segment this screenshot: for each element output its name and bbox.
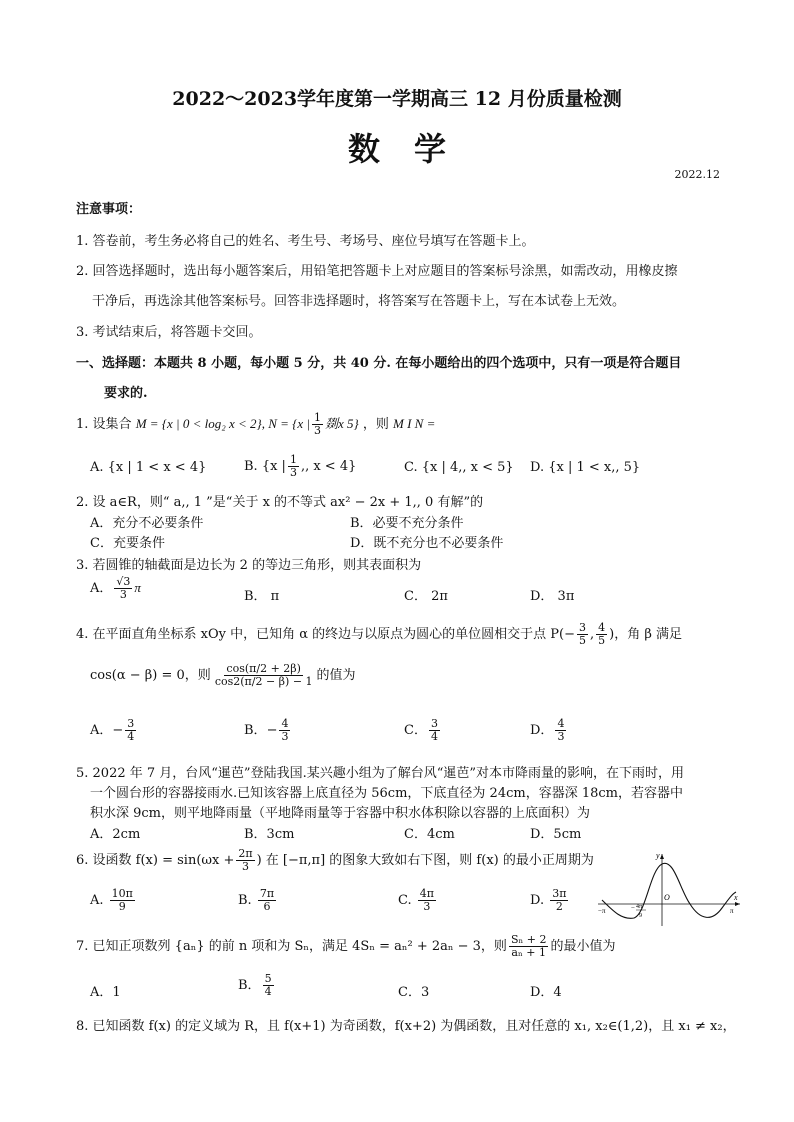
- question-4-stem: 4. 在平面直角坐标系 xOy 中，已知角 α 的终边与以原点为圆心的单位圆相交于点 P(− $\frac{3}{5}$ , $\frac{4}{5}$ )，角 β 满足: [76, 621, 683, 647]
- notice-item-2: 2. 回答选择题时，选出每小题答案后，用铅笔把答题卡上对应题目的答案标号涂黑，如需改动，用橡皮擦: [76, 264, 678, 279]
- q6-option-a: A. $\frac{10\pi}{9}$: [90, 887, 133, 913]
- question-5-line-1: 5. 2022 年 7 月，台风“暹芭”登陆我国.某兴趣小组为了解台风“暹芭”对本市降雨量的影响，在下雨时，用: [76, 766, 685, 781]
- sine-curve: [602, 863, 736, 918]
- q4-option-d: D． $\frac{4}{3}$: [530, 717, 565, 743]
- graph-mark-sign: −: [631, 904, 635, 912]
- notice-item-2-cont: 干净后，再选涂其他答案标号。回答非选择题时，将答案写在答题卡上，写在本试卷上无效。: [92, 294, 626, 309]
- q4-option-b: B．− $\frac{4}{3}$: [244, 717, 289, 743]
- q1-option-c: C. {x | 4,, x < 5}: [404, 460, 514, 475]
- question-1-stem: [76, 412, 435, 437]
- q7-option-b: B． $\frac{5}{4}$: [238, 972, 272, 998]
- question-5-line-3: 积水深 9cm，则平地降雨量（平地降雨量等于容器中积水体积除以容器的上底面积）为: [90, 806, 591, 821]
- q1-intersection: M I N =: [393, 416, 436, 431]
- question-2-stem: 2. 设 a∈R，则“ a,, 1 ”是“关于 x 的不等式 ax² − 2x + 1,, 0 有解”的: [76, 495, 484, 510]
- q1-connector: ，则: [362, 417, 389, 432]
- q3-option-c: C． 2π: [404, 589, 448, 604]
- q1-option-b: B. {x | $\frac{1}{3}$ ,, x < 4}: [244, 453, 357, 479]
- q7-option-c: C．3: [398, 985, 430, 1000]
- graph-right-label: π: [730, 907, 734, 915]
- q1-prefix: 1. 设集合: [76, 417, 132, 432]
- graph-x-label: x: [734, 893, 738, 902]
- q1-fraction: $\frac{1}{3}$: [313, 411, 321, 437]
- graph-mark-den: 9: [639, 913, 642, 919]
- q3-option-d: D． 3π: [530, 589, 575, 604]
- section-heading: 一、选择题：本题共 8 小题，每小题 5 分，共 40 分. 在每小题给出的四个选项中，只有一项是符合题目: [76, 356, 682, 371]
- q3-option-b: B． π: [244, 589, 280, 604]
- notice-item-1: 1. 答卷前，考生务必将自己的姓名、考生号、考场号、座位号填写在答题卡上。: [76, 234, 535, 249]
- q5-option-a: A．2cm: [90, 827, 141, 842]
- q2-option-d: D．既不充分也不必要条件: [350, 536, 504, 551]
- question-5-line-2: 一个圆台形的容器接雨水.已知该容器上底直径为 56cm，下底直径为 24cm，容器深 18cm，若容器中: [90, 786, 683, 801]
- question-8-stem: 8. 已知函数 f(x) 的定义域为 R，且 f(x+1) 为奇函数，f(x+2) 为偶函数，且对任意的 x₁, x₂∈(1,2)，且 x₁ ≠ x₂，: [76, 1019, 736, 1034]
- y-arrow-icon: [660, 854, 664, 859]
- q6-option-b: B. $\frac{7\pi}{6}$: [238, 887, 275, 913]
- notice-heading: 注意事项：: [76, 202, 142, 217]
- q7-option-a: A．1: [90, 985, 121, 1000]
- q1-option-d: D. {x | 1 < x,, 5}: [530, 460, 641, 475]
- q7-option-d: D．4: [530, 985, 562, 1000]
- graph-mark-num: 4π: [636, 904, 643, 910]
- q1-set-m: M = {x | 0 < log₂ x < 2}, N = {x |: [135, 416, 310, 431]
- q2-option-a: A．充分不必要条件: [90, 516, 204, 531]
- x-arrow-icon: [735, 902, 740, 906]
- section-heading-cont: 要求的.: [104, 386, 148, 401]
- graph-origin-label: O: [664, 893, 670, 902]
- q6-option-d: D. $\frac{3\pi}{2}$: [530, 887, 567, 913]
- exam-title: 2022～2023学年度第一学期高三 12 月份质量检测: [172, 88, 622, 110]
- q6-sine-graph: [594, 850, 744, 930]
- q3-option-a: A． $\frac{√3}{3}$ π: [90, 575, 141, 601]
- q1-option-a: A. {x | 1 < x < 4}: [90, 460, 207, 475]
- question-6-stem: 6. 设函数 f(x) = sin(ωx + $\frac{2\pi}{3}$ ) 在 [−π,π] 的图象大致如右下图，则 f(x) 的最小正周期为: [76, 847, 594, 873]
- q1-set-n-tail: 剟x 5}: [324, 416, 359, 431]
- question-3-stem: 3. 若圆锥的轴截面是边长为 2 的等边三角形，则其表面积为: [76, 558, 422, 573]
- q5-option-d: D．5cm: [530, 827, 582, 842]
- exam-date: 2022.12: [674, 168, 720, 181]
- question-7-stem: 7. 已知正项数列 {aₙ} 的前 n 项和为 Sₙ，满足 4Sₙ = aₙ² + 2aₙ − 3，则 $\frac{\text{Sₙ + 2}}{\text{aₙ + 1}}$ 的最小值为: [76, 933, 616, 959]
- q4-option-a: A．− $\frac{3}{4}$: [90, 717, 135, 743]
- q6-option-c: C. $\frac{4\pi}{3}$: [398, 887, 434, 913]
- graph-left-label: −π: [598, 907, 606, 915]
- notice-item-3: 3. 考试结束后，将答题卡交回。: [76, 325, 262, 340]
- q5-option-b: B．3cm: [244, 827, 295, 842]
- question-4-condition: cos(α − β) = 0，则 $\frac{\cos(\pi/2 + 2\beta)}{\cos 2(\pi/2 - \beta) - 1}$ 的值为: [90, 662, 356, 688]
- subject-title: 数学: [347, 130, 480, 168]
- graph-y-label: y: [656, 851, 660, 860]
- q5-option-c: C．4cm: [404, 827, 455, 842]
- q4-option-c: C． $\frac{3}{4}$: [404, 717, 438, 743]
- q2-option-c: C．充要条件: [90, 536, 165, 551]
- q2-option-b: B．必要不充分条件: [350, 516, 464, 531]
